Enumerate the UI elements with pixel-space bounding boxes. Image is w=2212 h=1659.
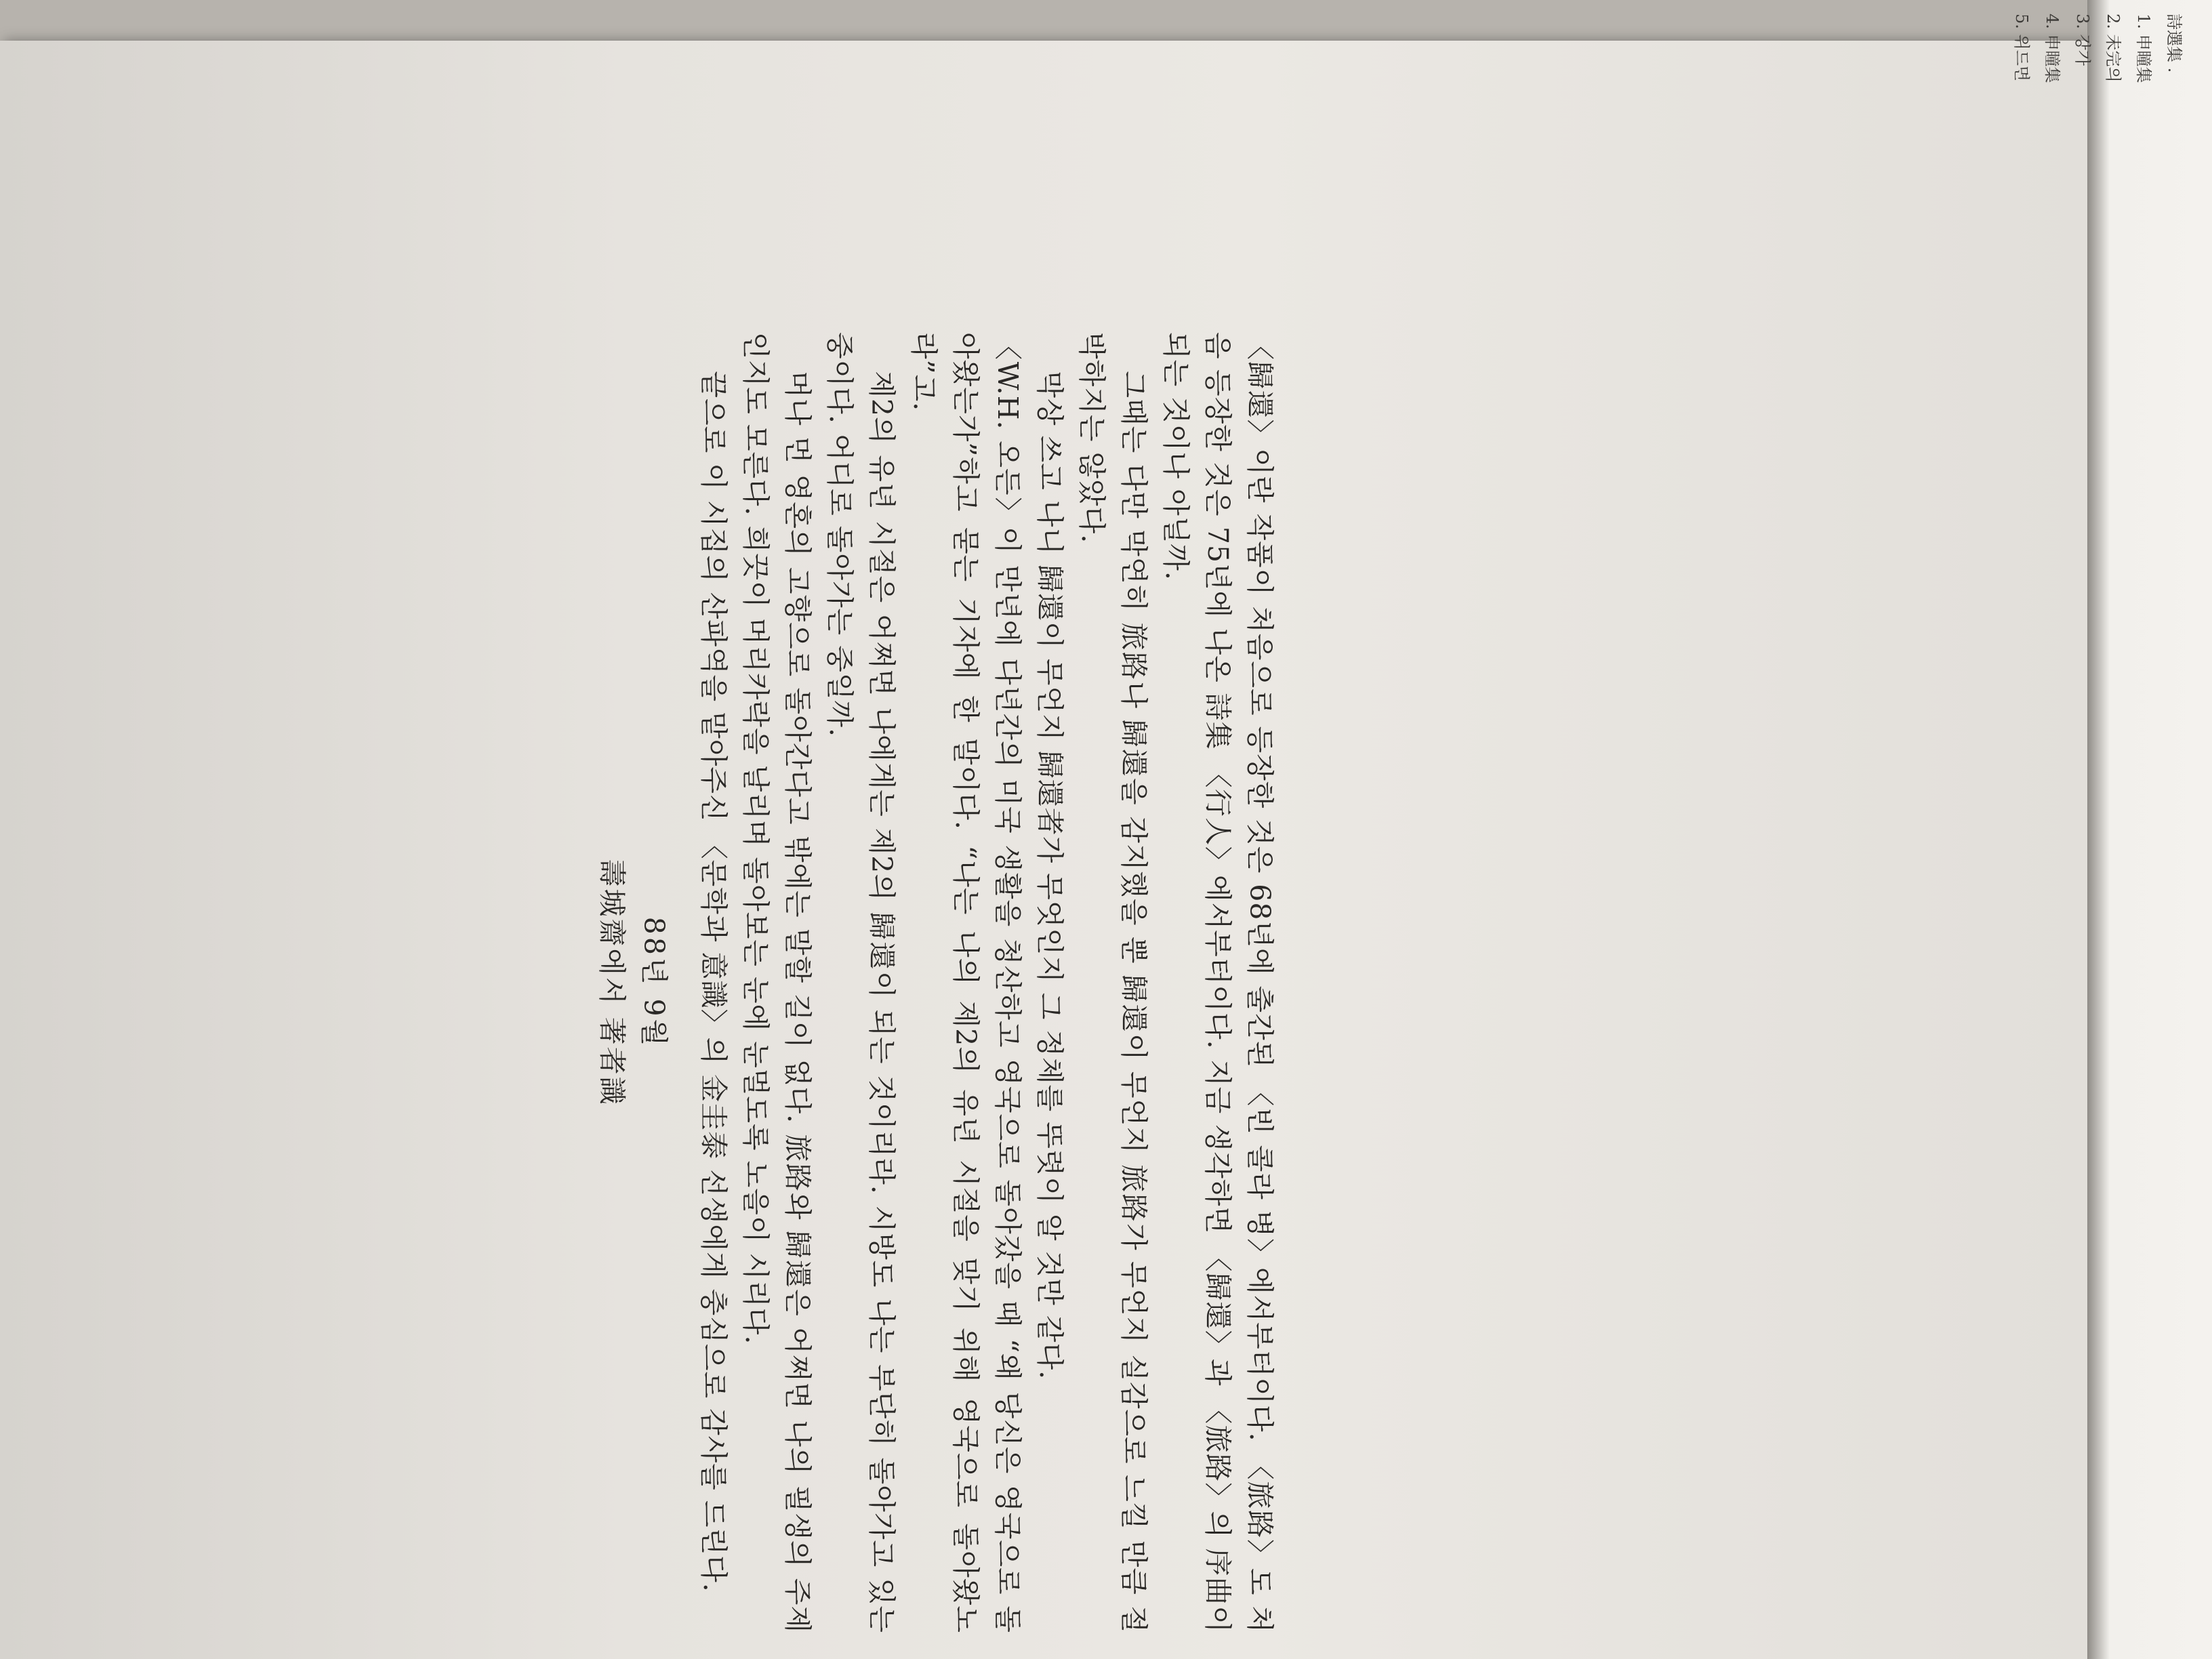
paragraph-1: 〈歸還〉이란 작품이 처음으로 등장한 것은 68년에 출간된 〈빈 콜라 병〉에서부터이다. 〈旅路〉도 처음 등장한 것은 75년에 나온 詩集 〈行人〉에서부터이다. 지금 생각하면 〈歸還〉과 〈旅路〉의 序曲이 되는 것이나 아닐까.	[1160, 332, 1276, 1633]
facing-line: 2. 未完의	[2104, 14, 2123, 83]
preface-text-block	[407, 332, 1281, 1633]
facing-line: 詩選集 .	[2165, 14, 2184, 73]
facing-line: 3. 강가	[2073, 14, 2092, 66]
paragraph-3: 막상 쓰고 나니 歸還이 무언지 歸還者가 무엇인지 그 정체를 뚜렷이 알 것만 같다.	[1033, 371, 1066, 1380]
facing-page-text	[2012, 0, 2208, 1659]
facing-line: 5. 위드면	[2012, 14, 2031, 82]
paragraph-5: 제2의 유년 시절은 어쩌면 나에게는 제2의 歸還이 되는 것이리라. 시방도 나는 부단히 돌아가고 있는 중이다. 어디로 돌아가는 중일까.	[823, 332, 898, 1633]
signature-line: 壽城齋에서 著者識	[596, 859, 628, 1107]
date-line: 88년 9월	[638, 916, 670, 1049]
paragraph-6: 머나 먼 영혼의 고향으로 돌아간다고 밖에는 말할 길이 없다. 旅路와 歸還은 어쩌면 나의 필생의 주제인지도 모른다. 희끗이 머리카락을 날리며 돌아보는 눈에 눈멀도록 노을이 시리다.	[739, 332, 814, 1633]
paragraph-2: 그때는 다만 막연히 旅路나 歸還을 감지했을 뿐 歸還이 무언지 旅路가 무언지 실감으로 느낄 만큼 절박하지는 않았다.	[1076, 332, 1150, 1633]
facing-line: 1. 申瞳集	[2134, 14, 2153, 83]
facing-line: 4. 申瞳集	[2043, 14, 2062, 83]
paragraph-4: 〈W.H. 오든〉이 만년에 다년간의 미국 생활을 청산하고 영국으로 돌아갔을 때 “왜 당신은 영국으로 돌아왔는가”하고 묻는 기자에 한 말이다. “나는 나의 제2의 유년 시절을 맞기 위해 영국으로 돌아왔노라”고.	[907, 332, 1024, 1633]
book-page	[0, 41, 2087, 1659]
paragraph-7: 끝으로 이 시집의 산파역을 맡아주신 〈문학과 意識〉의 金圭泰 선생에게 충심으로 감사를 드린다.	[697, 371, 730, 1593]
